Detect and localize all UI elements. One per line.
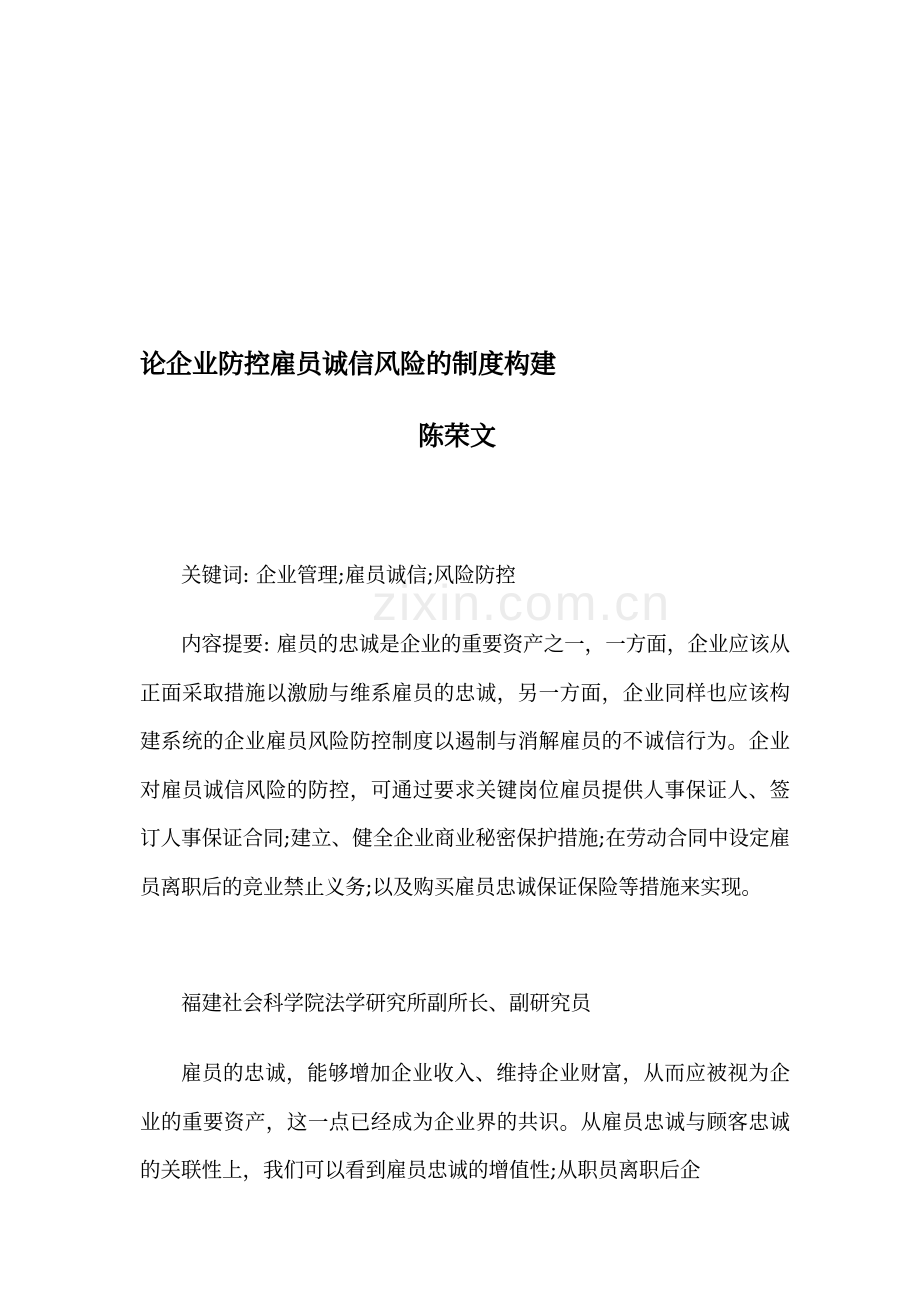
author-affiliation: 福建社会科学院法学研究所副所长、副研究员 [181,991,591,1015]
body-paragraph: 雇员的忠诚，能够增加企业收入、维持企业财富，从而应被视为企业的重要资产，这一点已经成为企业界的共识。从雇员忠诚与顾客忠诚的关联性上，我们可以看到雇员忠诚的增值性;从职员离职后企 [140,1061,790,1182]
document-title: 论企业防控雇员诚信风险的制度构建 [140,350,557,380]
abstract-paragraph: 内容提要: 雇员的忠诚是企业的重要资产之一，一方面，企业应该从正面采取措施以激励与维系雇员的忠诚，另一方面，企业同样也应该构建系统的企业雇员风险防控制度以遏制与消解雇员的不诚信行为。企业对雇员诚信风险的防控，可通过要求关键岗位雇员提供人事保证人、签订人事保证合同;建立、健全企业商业秘密保护措施;在劳动合同中设定雇员离职后的竞业禁止义务;以及购买雇员忠诚保证保险等措施来实现。 [140,632,790,899]
author-name: 陈荣文 [418,422,497,452]
keywords-paragraph: 关键词: 企业管理;雇员诚信;风险防控 [181,563,516,587]
watermark: zixin.com.cn [372,575,672,631]
